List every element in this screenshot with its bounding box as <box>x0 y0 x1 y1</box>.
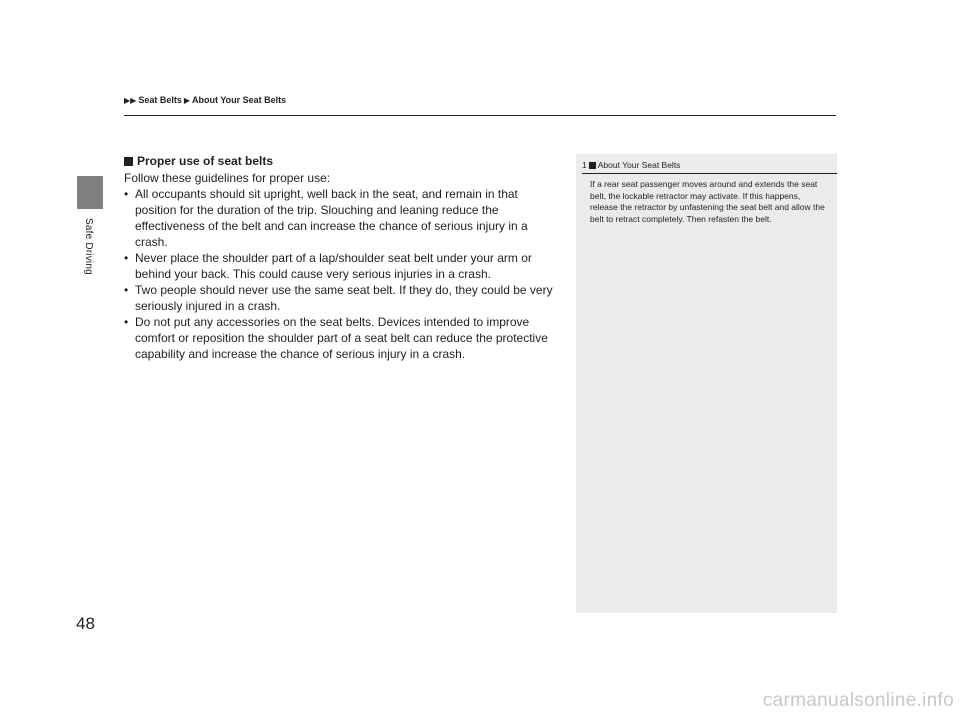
list-item <box>124 250 560 282</box>
section-side-tab <box>77 176 103 209</box>
bullet-dot-icon: • <box>124 283 129 297</box>
breadcrumb-item-seat-belts[interactable]: Seat Belts <box>138 95 182 105</box>
breadcrumb <box>124 95 286 105</box>
breadcrumb-arrow-icon: ▶ <box>183 95 190 105</box>
note-rule <box>582 173 837 174</box>
breadcrumb-item-about-seat-belts[interactable]: About Your Seat Belts <box>192 95 287 105</box>
breadcrumb-arrow-icon: ▶▶ <box>124 95 137 105</box>
header-rule <box>124 115 836 116</box>
list-item <box>124 282 560 314</box>
bullet-dot-icon: • <box>124 251 129 265</box>
page-number: 48 <box>76 614 95 633</box>
list-item-text: Do not put any accessories on the seat belts. Devices intended to improve comfort or reposition the shoulder part of a seat belt can reduce the protective capability and increase the chance of serious injury in a crash. <box>135 315 548 361</box>
guideline-list <box>124 186 560 362</box>
note-marker: 1 <box>582 160 587 170</box>
bullet-dot-icon: • <box>124 187 129 201</box>
list-item-text: All occupants should sit upright, well back in the seat, and remain in that position for the duration of the trip. Slouching and leaning reduce the effectiveness of the belt and can increase the chance of serious injury in a crash. <box>135 187 528 249</box>
list-item-text: Never place the shoulder part of a lap/shoulder seat belt under your arm or behind your back. This could cause very serious injuries in a crash. <box>135 251 532 281</box>
list-item <box>124 186 560 250</box>
section-intro: Follow these guidelines for proper use: <box>124 171 331 185</box>
square-bullet-icon <box>124 157 133 166</box>
list-item <box>124 314 560 362</box>
list-item-text: Two people should never use the same seat belt. If they do, they could be very seriously injured in a crash. <box>135 283 553 313</box>
section-heading <box>124 153 560 169</box>
side-tab-label: Safe Driving <box>83 218 94 275</box>
section-heading-text: Proper use of seat belts <box>137 154 274 168</box>
note-title <box>582 160 837 170</box>
note-body: If a rear seat passenger moves around and extends the seat belt, the lockable retractor may activate. If this happens, release the retractor by unfastening the seat belt and allow the belt to retract completely. Then refasten the belt. <box>590 179 825 224</box>
watermark: carmanualsonline.info <box>762 690 954 711</box>
main-content <box>124 153 560 362</box>
bullet-dot-icon: • <box>124 315 129 329</box>
sidebar-note <box>576 154 837 613</box>
note-title-text[interactable]: About Your Seat Belts <box>597 160 681 170</box>
reference-marker-icon <box>589 162 596 169</box>
